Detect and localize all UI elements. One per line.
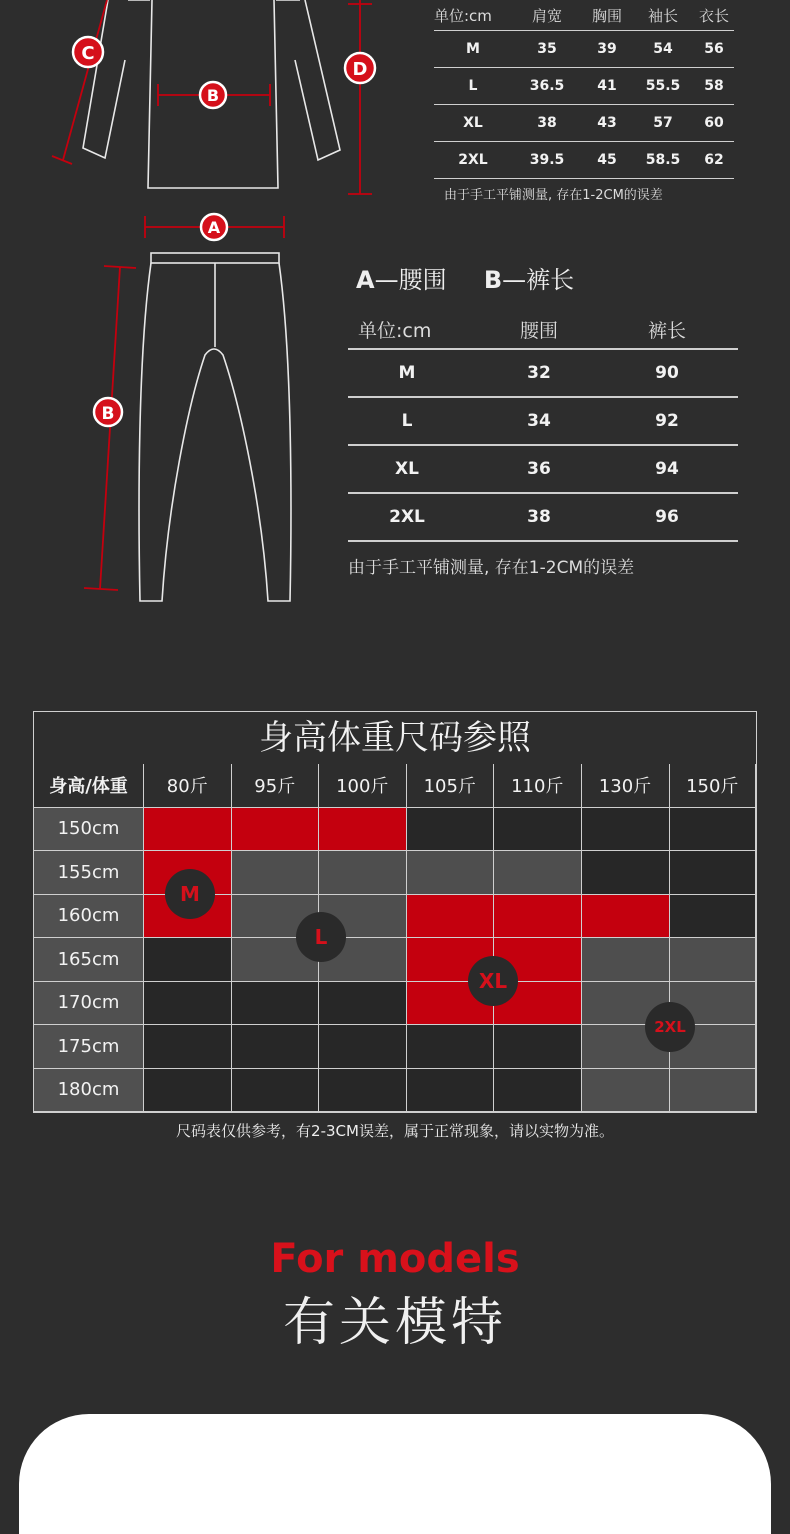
- size-cell-gray: [670, 1069, 757, 1113]
- size-badge: L: [296, 912, 346, 962]
- pants-diagram: [0, 205, 320, 610]
- weight-header: 80斤: [144, 764, 232, 808]
- value-cell: 38: [527, 507, 551, 527]
- size-cell-dark: [144, 1025, 232, 1069]
- header-shoulder: 肩宽: [531, 6, 562, 25]
- top-table-note: 由于手工平铺测量, 存在1-2CM的误差: [444, 188, 663, 203]
- size-cell-red: [582, 895, 670, 939]
- size-cell: M: [398, 363, 416, 383]
- value-cell: 39: [597, 41, 617, 57]
- size-cell-dark: [144, 982, 232, 1026]
- size-cell: M: [466, 41, 480, 57]
- value-cell: 94: [655, 459, 679, 479]
- size-cell-red: [232, 808, 320, 852]
- value-cell: 39.5: [529, 152, 565, 168]
- measure-a-letter: A: [207, 218, 221, 237]
- size-badge: M: [165, 869, 215, 919]
- height-label: 180cm: [34, 1069, 144, 1113]
- size-cell-dark: [144, 938, 232, 982]
- measure-b-badge: [200, 82, 226, 108]
- value-cell: 41: [597, 78, 617, 94]
- measure-b-pants-letter: B: [101, 404, 115, 424]
- top-size-table: [434, 0, 734, 179]
- value-cell: 60: [704, 115, 724, 131]
- grid-note: 尺码表仅供参考，有2-3CM误差，属于正常现象，请以实物为准。: [176, 1122, 614, 1140]
- height-label: 165cm: [34, 938, 144, 982]
- size-cell: L: [401, 411, 413, 431]
- size-cell-dark: [494, 1025, 582, 1069]
- pants-size-table: [348, 310, 738, 542]
- measure-b-letter: B: [206, 86, 220, 105]
- measure-d-letter: D: [352, 59, 368, 80]
- legend-a-text: —腰围: [374, 266, 447, 294]
- table-header: [348, 310, 738, 348]
- table-row: [434, 141, 734, 179]
- size-cell-dark: [494, 808, 582, 852]
- size-cell-gray: [670, 938, 757, 982]
- size-cell-dark: [144, 1069, 232, 1113]
- size-cell-gray: [582, 938, 670, 982]
- size-cell-dark: [407, 1069, 495, 1113]
- height-label: 170cm: [34, 982, 144, 1026]
- size-badge: 2XL: [645, 1002, 695, 1052]
- size-cell-gray: [232, 851, 320, 895]
- height-label: 155cm: [34, 851, 144, 895]
- measure-c-badge: [73, 37, 103, 67]
- models-heading-en: For models: [270, 1236, 520, 1282]
- table-row: [434, 67, 734, 104]
- size-cell-dark: [407, 1025, 495, 1069]
- value-cell: 90: [655, 363, 679, 383]
- height-label: 160cm: [34, 895, 144, 939]
- value-cell: 96: [655, 507, 679, 527]
- value-cell: 36: [527, 459, 551, 479]
- value-cell: 56: [704, 41, 724, 57]
- table-row: [348, 492, 738, 542]
- legend-b-letter: B: [483, 266, 503, 294]
- size-cell-dark: [582, 808, 670, 852]
- weight-header: 100斤: [319, 764, 407, 808]
- header-sleeve: 袖长: [647, 6, 678, 25]
- size-cell-dark: [407, 808, 495, 852]
- header-length: 衣长: [698, 6, 729, 25]
- value-cell: 38: [537, 115, 557, 131]
- size-cell-dark: [670, 851, 757, 895]
- grid-title: 身高体重尺码参照: [34, 712, 756, 765]
- size-cell-dark: [319, 1025, 407, 1069]
- legend-a-letter: A: [356, 266, 375, 294]
- value-cell: 34: [527, 411, 551, 431]
- size-cell-gray: [407, 851, 495, 895]
- value-cell: 32: [527, 363, 551, 383]
- value-cell: 35: [537, 41, 557, 57]
- size-cell-red: [407, 895, 495, 939]
- size-cell-dark: [319, 982, 407, 1026]
- table-header: [434, 0, 734, 30]
- value-cell: 58.5: [645, 152, 681, 168]
- measure-d-badge: [345, 53, 375, 83]
- size-cell-dark: [232, 982, 320, 1026]
- pants-table-note: 由于手工平铺测量, 存在1-2CM的误差: [348, 558, 635, 578]
- model-info-card: [19, 1414, 771, 1534]
- value-cell: 54: [653, 41, 673, 57]
- size-cell: 2XL: [458, 152, 488, 168]
- weight-header: 105斤: [407, 764, 495, 808]
- size-badge: XL: [468, 956, 518, 1006]
- height-label: 150cm: [34, 808, 144, 852]
- weight-header: 150斤: [670, 764, 757, 808]
- grid-corner-label: 身高/体重: [34, 764, 144, 808]
- value-cell: 92: [655, 411, 679, 431]
- value-cell: 62: [704, 152, 724, 168]
- height-weight-size-grid: [33, 711, 757, 1113]
- table-row: [434, 30, 734, 67]
- size-cell-dark: [582, 851, 670, 895]
- weight-header: 110斤: [494, 764, 582, 808]
- table-row: [348, 444, 738, 492]
- size-cell-gray: [494, 851, 582, 895]
- header-unit: 单位:cm: [434, 6, 492, 25]
- measure-c-letter: C: [81, 43, 95, 64]
- size-cell-dark: [232, 1069, 320, 1113]
- size-cell-dark: [319, 1069, 407, 1113]
- measure-a-badge: [201, 214, 227, 240]
- pants-legend: [356, 260, 574, 295]
- size-cell-dark: [670, 808, 757, 852]
- value-cell: 45: [597, 152, 617, 168]
- size-cell-dark: [494, 1069, 582, 1113]
- value-cell: 58: [704, 78, 724, 94]
- table-row: [348, 396, 738, 444]
- header-chest: 胸围: [591, 6, 622, 25]
- weight-header: 130斤: [582, 764, 670, 808]
- size-cell-red: [144, 808, 232, 852]
- size-cell-dark: [670, 895, 757, 939]
- size-cell: L: [468, 78, 478, 94]
- header-length: 裤长: [647, 319, 686, 342]
- size-cell-gray: [582, 1069, 670, 1113]
- height-label: 175cm: [34, 1025, 144, 1069]
- value-cell: 36.5: [529, 78, 565, 94]
- legend-b-text: —裤长: [502, 266, 575, 294]
- size-cell: XL: [463, 115, 483, 131]
- size-cell-red: [494, 895, 582, 939]
- value-cell: 57: [653, 115, 673, 131]
- size-cell: 2XL: [389, 507, 425, 527]
- header-waist: 腰围: [519, 319, 558, 342]
- value-cell: 55.5: [645, 78, 681, 94]
- weight-header: 95斤: [232, 764, 320, 808]
- table-row: [348, 348, 738, 396]
- size-cell-gray: [319, 851, 407, 895]
- size-cell-dark: [232, 1025, 320, 1069]
- value-cell: 43: [597, 115, 617, 131]
- header-unit: 单位:cm: [358, 319, 432, 342]
- measure-b-pants-badge: [94, 398, 122, 426]
- models-heading-cn: 有关模特: [282, 1293, 507, 1353]
- size-cell: XL: [395, 459, 419, 479]
- table-row: [434, 104, 734, 141]
- size-cell-red: [319, 808, 407, 852]
